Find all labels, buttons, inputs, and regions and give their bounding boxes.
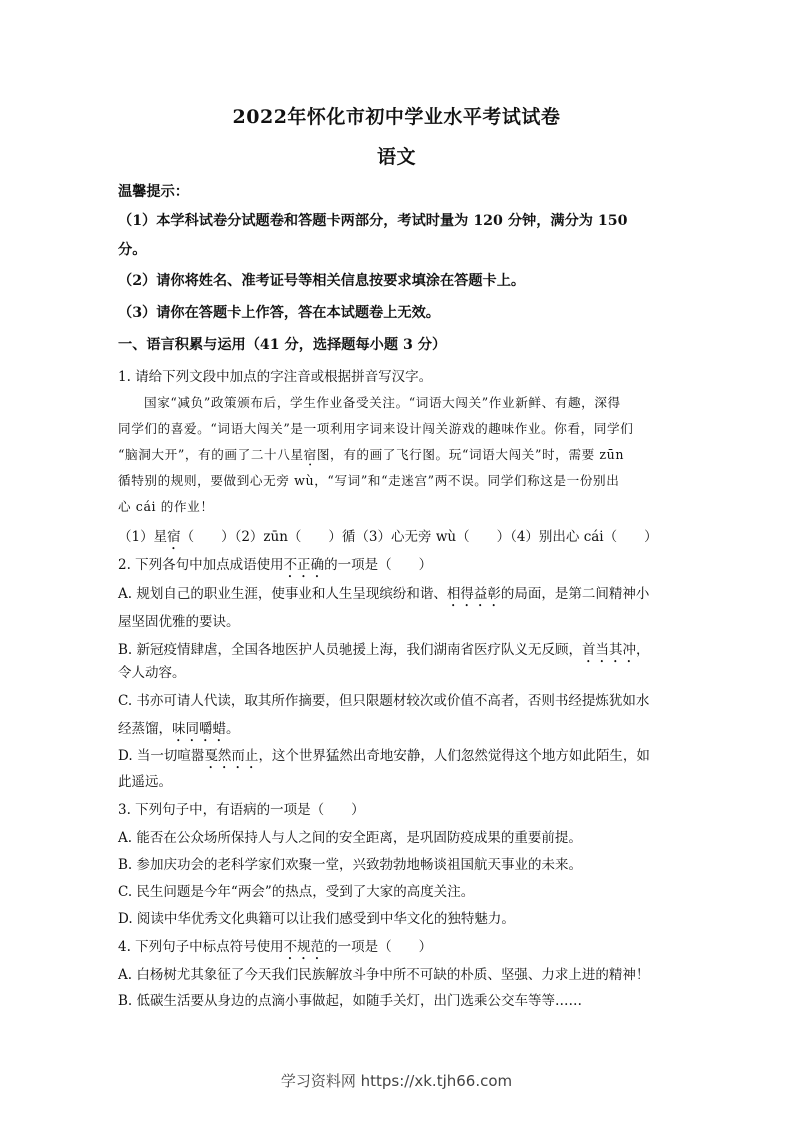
q3-stem: 3. 下列句子中，有语病的一项是（ ）: [118, 802, 365, 818]
q1-ans-dotted-char: 宿: [167, 529, 181, 545]
q2-option-c-line-1: C. 书亦可请人代读，取其所作摘要，但只限题材较次或价值不高者，否则书经提炼犹如水: [118, 693, 650, 709]
q2-option-d-line-1: [118, 747, 676, 772]
q2-option-b-line-2: 令人动容。: [118, 665, 186, 681]
q1-passage-line-2: 同学们的喜爱。“词语大闯关”是一项利用字词来设计闯关游戏的趣味作业。你看，同学们: [118, 421, 634, 436]
q2-stem-dotted: 不正确: [283, 557, 325, 573]
q2-option-d-line-2: 此遥远。: [118, 774, 172, 790]
q4-stem-a: 4. 下列句子中标点符号使用: [118, 939, 284, 955]
q2-d1-text-a: D. 当一切喧嚣: [118, 748, 205, 764]
q2-stem-b: 的一项是（ ）: [324, 557, 433, 573]
q2-option-c-line-2: [118, 720, 676, 745]
exam-subject: 语文: [376, 146, 416, 168]
q1-passage-line-5: 心 cái 的作业！: [118, 499, 214, 514]
q1-p3-text-b: 图，有的画了飞行图。玩“词语大闯关”时，需要 zūn: [316, 447, 625, 462]
tips-heading: 温馨提示：: [118, 184, 189, 200]
tip-3: （3）请你在答题卡上作答，答在本试题卷上无效。: [118, 305, 440, 321]
q2-b1-text-b: ，: [636, 642, 650, 658]
q2-stem: [118, 556, 676, 581]
footer-watermark: 学习资料网 https://xk.tjh66.com: [280, 1072, 513, 1090]
q4-option-a: A. 白杨树尤其象征了今天我们民族解放斗争中所不可缺的朴质、坚强、力求上进的精神！: [118, 967, 650, 983]
q2-stem-a: 2. 下列各句中加点成语使用: [118, 557, 284, 573]
q1-answer-blanks: [118, 528, 676, 553]
q3-option-d: D. 阅读中华优秀文化典籍可以让我们感受到中华文化的独特魅力。: [118, 911, 515, 927]
q2-a1-text-a: A. 规划自己的职业生涯，使事业和人生呈现缤纷和谐、: [118, 586, 447, 602]
q1-passage-line-4: 循特别的规则，要做到心无旁 wù，“写词”和“走迷宫”两不误。同学们称这是一份别出: [118, 473, 620, 488]
q2-d1-text-b: ，这个世界猛然出奇地安静，人们忽然觉得这个地方如此陌生，如: [258, 748, 650, 764]
q1-passage-line-1: 国家“减负”政策颁布后，学生作业备受关注。“词语大闯关”作业新鲜、有趣，深得: [144, 395, 621, 410]
q2-option-a-line-1: [118, 585, 676, 610]
q1-ans-text-a: （1）星: [118, 529, 168, 545]
q2-option-b-line-1: [118, 641, 676, 666]
exam-title: 2022年怀化市初中学业水平考试试卷: [232, 106, 561, 128]
q2-a1-text-b: 的局面，是第二间精神小: [500, 586, 650, 602]
q2-c2-text-a: 经蒸馏，: [118, 721, 172, 737]
q1-p3-dotted-char: 宿: [303, 447, 317, 462]
q2-a1-dotted-idiom: 相得益彰: [446, 586, 501, 602]
q4-stem-b: 的一项是（ ）: [324, 939, 433, 955]
q4-stem: [118, 938, 676, 963]
q4-stem-dotted: 不规范: [283, 939, 325, 955]
q2-b1-dotted-idiom: 首当其冲: [582, 642, 637, 658]
q2-c2-text-b: 。: [226, 721, 240, 737]
q2-option-a-line-2: 屋坚固优雅的要诀。: [118, 614, 240, 630]
q1-passage-line-3: [118, 446, 676, 469]
q1-stem: 1. 请给下列文段中加点的字注音或根据拼音写汉字。: [118, 369, 433, 385]
q2-d1-dotted-idiom: 戛然而止: [204, 748, 259, 764]
q2-b1-text-a: B. 新冠疫情肆虐，全国各地医护人员驰援上海，我们湖南省医疗队义无反顾，: [118, 642, 583, 658]
tip-1-line-2: 分。: [118, 242, 147, 258]
q3-option-b: B. 参加庆功会的老科学家们欢聚一堂，兴致勃勃地畅谈祖国航天事业的未来。: [118, 857, 583, 873]
q3-option-c: C. 民生问题是今年“两会”的热点，受到了大家的高度关注。: [118, 884, 475, 900]
q2-c2-dotted-idiom: 味同嚼蜡: [172, 721, 226, 737]
tip-1-line-1: （1）本学科试卷分试题卷和答题卡两部分，考试时量为 120 分钟，满分为 150: [118, 213, 628, 229]
q4-option-b: B. 低碳生活要从身边的点滴小事做起，如随手关灯，出门选乘公交车等等……: [118, 993, 583, 1009]
section-1-heading: 一、语言积累与运用（41 分，选择题每小题 3 分）: [118, 337, 447, 353]
q1-ans-text-b: （ ）（2）zūn（ ）循（3）心无旁 wù（ ）（4）别出心 cái（ ）: [180, 529, 658, 545]
q1-p3-text-a: “脑洞大开”，有的画了二十八星: [118, 447, 304, 462]
q3-option-a: A. 能否在公众场所保持人与人之间的安全距离，是巩固防疫成果的重要前提。: [118, 830, 582, 846]
tip-2: （2）请你将姓名、准考证号等相关信息按要求填涂在答题卡上。: [118, 273, 526, 289]
